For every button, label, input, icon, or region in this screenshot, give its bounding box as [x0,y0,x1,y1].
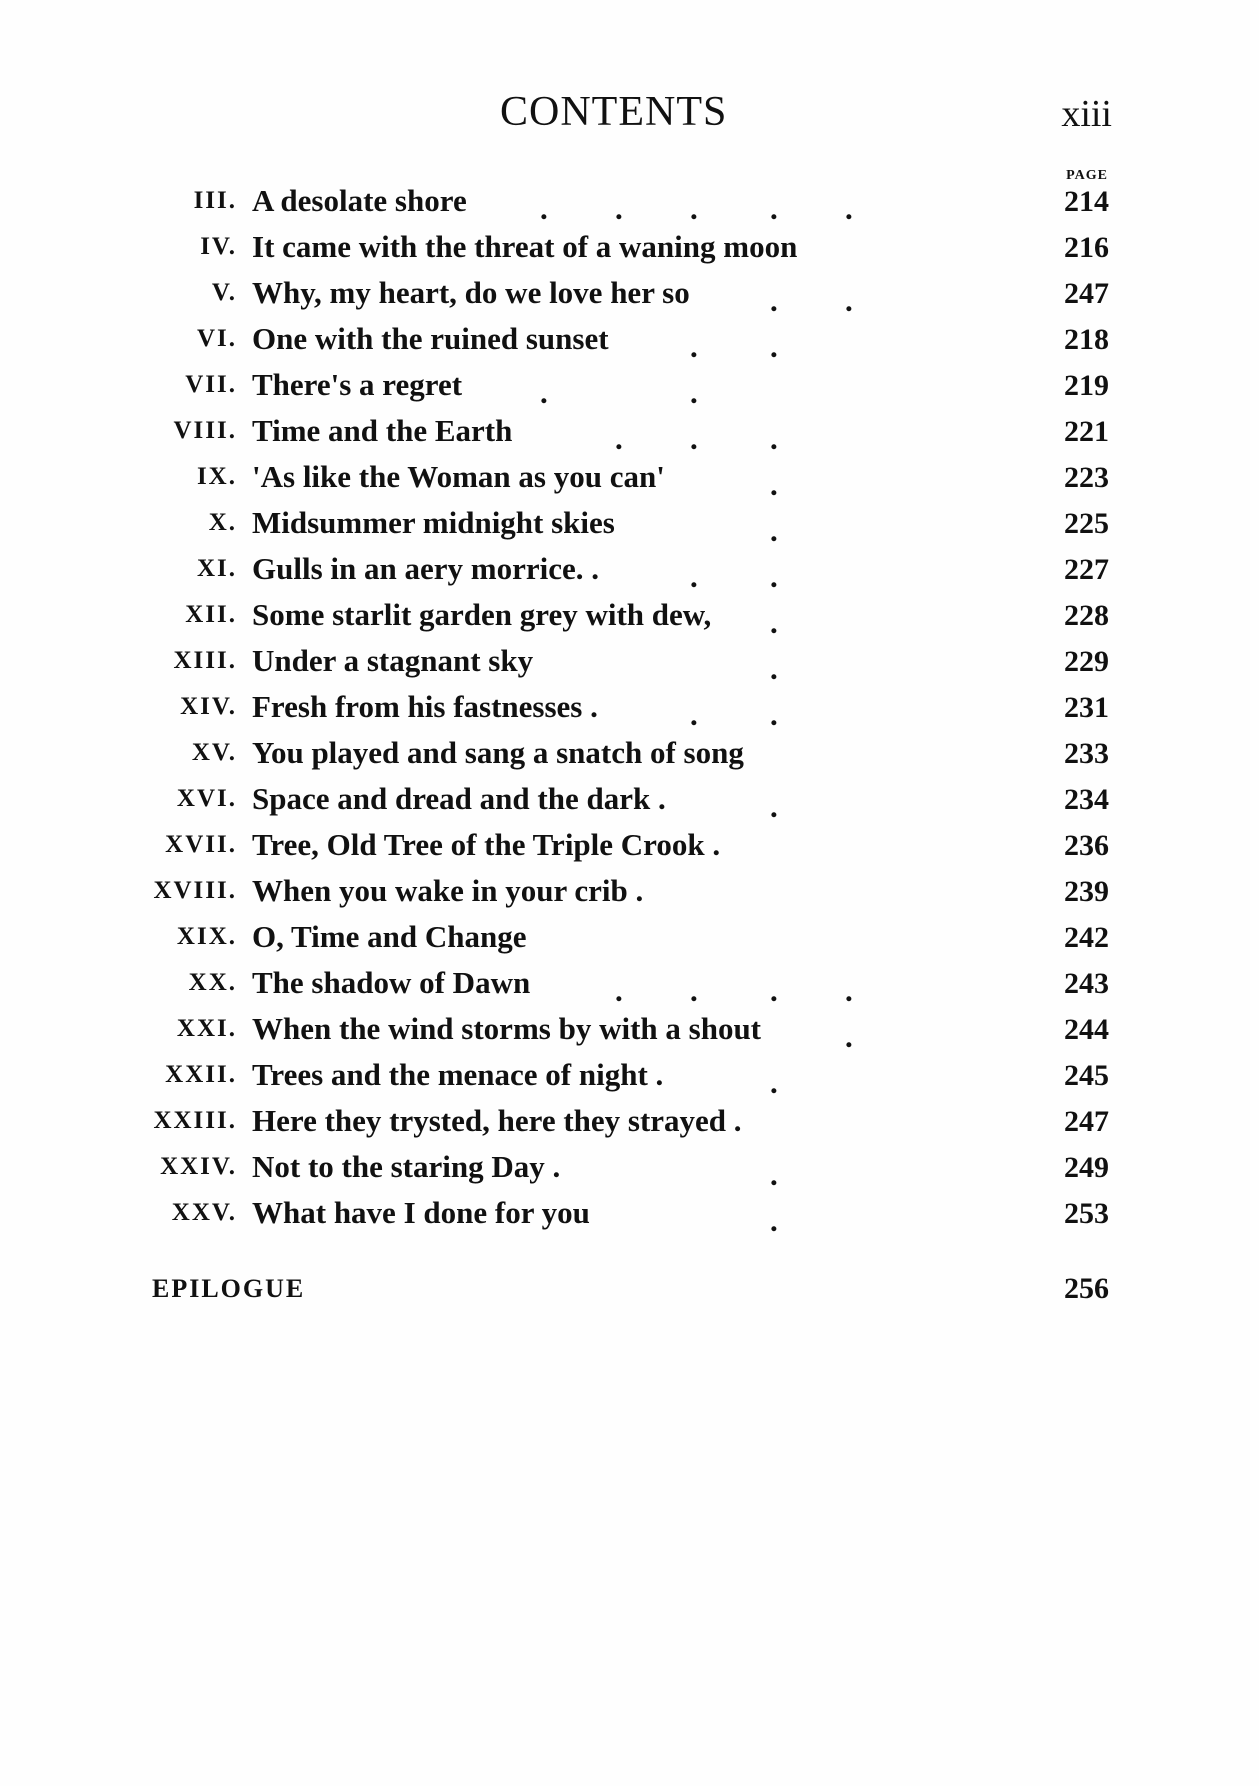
epilogue-label: EPILOGUE [152,1274,306,1303]
entry-number: XXII. [165,1061,237,1088]
entry-title: Time and the Earth [252,413,513,448]
entry-title: Midsummer midnight skies [252,505,615,540]
toc-entry [0,321,1259,367]
entry-number: XVI. [176,785,237,812]
entry-page: 227 [1064,553,1109,586]
leader-dot: . [770,421,778,456]
table-of-contents [0,183,1259,1241]
leader-dot: . [845,283,853,318]
toc-entry [0,1149,1259,1195]
epilogue-entry [0,1270,1259,1316]
entry-page: 231 [1064,691,1109,724]
entry-title: 'As like the Woman as you can' [252,459,665,494]
entry-page: 219 [1064,369,1109,402]
entry-number: XV. [191,739,237,766]
page-title: CONTENTS [500,89,728,135]
leader-dot: . [540,375,548,410]
entry-page: 225 [1064,507,1109,540]
toc-entry [0,551,1259,597]
entry-title: Not to the staring Day . [252,1149,561,1184]
entry-title: It came with the threat of a waning moon [252,229,798,264]
toc-entry [0,367,1259,413]
entry-number: XI. [196,555,237,582]
entry-title: When the wind storms by with a shout [252,1011,762,1046]
entry-page: 223 [1064,461,1109,494]
entry-title: Trees and the menace of night . [252,1057,664,1092]
toc-entry [0,229,1259,275]
entry-title: When you wake in your crib . [252,873,644,908]
toc-entry [0,597,1259,643]
toc-entry [0,689,1259,735]
toc-entry [0,827,1259,873]
entry-page: 242 [1064,921,1109,954]
entry-page: 234 [1064,783,1109,816]
leader-dot: . [770,1065,778,1100]
entry-title: There's a regret [252,367,463,402]
leader-dot: . [690,559,698,594]
entry-page: 221 [1064,415,1109,448]
entry-number: XXV. [171,1199,237,1226]
entry-number: VIII. [173,417,237,444]
entry-title: What have I done for you [252,1195,590,1230]
leader-dot: . [690,697,698,732]
entry-number: XX. [188,969,237,996]
entry-page: 233 [1064,737,1109,770]
page-number: xiii [1061,93,1112,135]
entry-page: 243 [1064,967,1109,1000]
entry-title: A desolate shore [252,183,467,218]
leader-dot: . [690,421,698,456]
entry-title: Some starlit garden grey with dew, [252,597,712,632]
leader-dot: . [615,973,623,1008]
entry-number: XII. [185,601,237,628]
page-header [0,88,1259,148]
entry-number: XXI. [176,1015,237,1042]
toc-entry [0,183,1259,229]
toc-entry [0,735,1259,781]
toc-entry [0,781,1259,827]
leader-dot: . [690,191,698,226]
entry-page: 218 [1064,323,1109,356]
entry-page: 229 [1064,645,1109,678]
leader-dot: . [770,605,778,640]
entry-page: 249 [1064,1151,1109,1184]
toc-entry [0,1011,1259,1057]
entry-number: XXIV. [160,1153,237,1180]
leader-dot: . [690,329,698,364]
leader-dot: . [770,329,778,364]
leader-dot: . [845,1019,853,1054]
entry-title: Tree, Old Tree of the Triple Crook . [252,827,721,862]
leader-dot: . [770,513,778,548]
toc-entry [0,1057,1259,1103]
entry-number: XIV. [180,693,237,720]
leader-dot: . [770,1157,778,1192]
leader-dot: . [845,973,853,1008]
entry-title: Fresh from his fastnesses . [252,689,598,724]
leader-dot: . [690,973,698,1008]
toc-entry [0,1103,1259,1149]
entry-page: 245 [1064,1059,1109,1092]
entry-title: Space and dread and the dark . [252,781,666,816]
entry-number: XVIII. [153,877,237,904]
leader-dot: . [770,467,778,502]
epilogue-page: 256 [1064,1272,1109,1305]
entry-number: VI. [196,325,237,352]
leader-dot: . [770,651,778,686]
leader-dot: . [690,375,698,410]
entry-title: The shadow of Dawn [252,965,531,1000]
leader-dot: . [770,1203,778,1238]
toc-entry [0,1195,1259,1241]
leader-dot: . [845,191,853,226]
toc-entry [0,459,1259,505]
leader-dot: . [615,421,623,456]
entry-number: III. [193,187,237,214]
entry-page: 236 [1064,829,1109,862]
leader-dot: . [770,559,778,594]
leader-dot: . [770,973,778,1008]
entry-page: 228 [1064,599,1109,632]
entry-page: 247 [1064,277,1109,310]
entry-page: 253 [1064,1197,1109,1230]
leader-dot: . [540,191,548,226]
entry-page: 239 [1064,875,1109,908]
entry-title: One with the ruined sunset [252,321,609,356]
entry-number: IX. [196,463,237,490]
entry-page: 244 [1064,1013,1109,1046]
entry-number: VII. [185,371,237,398]
entry-number: XVII. [165,831,237,858]
toc-entry [0,643,1259,689]
page-column-label: PAGE [1066,168,1108,183]
entry-page: 214 [1064,185,1109,218]
leader-dot: . [770,283,778,318]
entry-title: Gulls in an aery morrice. . [252,551,599,586]
entry-page: 247 [1064,1105,1109,1138]
entry-title: Why, my heart, do we love her so [252,275,690,310]
entry-number: XIII. [173,647,237,674]
entry-title: Here they trysted, here they strayed . [252,1103,742,1138]
entry-title: O, Time and Change [252,919,527,954]
entry-number: V. [211,279,237,306]
toc-entry [0,873,1259,919]
entry-title: You played and sang a snatch of song [252,735,744,770]
entry-page: 216 [1064,231,1109,264]
entry-number: XXIII. [153,1107,237,1134]
entry-title: Under a stagnant sky [252,643,534,678]
entry-number: X. [208,509,237,536]
entry-number: IV. [200,233,237,260]
leader-dot: . [615,191,623,226]
toc-entry [0,919,1259,965]
leader-dot: . [770,191,778,226]
leader-dot: . [770,697,778,732]
toc-entry [0,965,1259,1011]
leader-dot: . [770,789,778,824]
toc-entry [0,505,1259,551]
entry-number: XIX. [176,923,237,950]
toc-entry [0,275,1259,321]
toc-entry [0,413,1259,459]
